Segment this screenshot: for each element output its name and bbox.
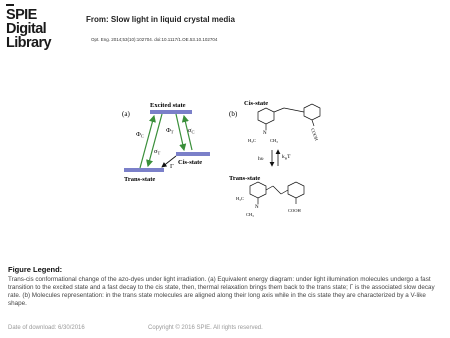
logo-line-2: Digital: [6, 21, 47, 37]
trans-state-level: [124, 168, 164, 172]
cis-state-level: [176, 152, 210, 156]
cis-h3c-label: H₃C: [248, 138, 256, 143]
b-cis-state-label: Cis-state: [244, 100, 269, 107]
figure-legend-text: Trans-cis conformational change of the azo-dyes under light irradiation. (a) Equivalent energy diagram: under light illumination molecules undergo a fast transition to the excited state and a fast decay to the cis state, then, thermal relaxation brings them back to the trans state; Γ is the associated slow decay rate. (b) Molecules representation: in the trans state molecules are aligned along their long axis while in the cis state they are characterized by a V-like shape.: [8, 276, 435, 308]
trans-h3c-label: H₃C: [236, 196, 244, 201]
trans-n-label: N: [255, 205, 259, 210]
h-nu-label: hυ: [258, 156, 264, 162]
panel-b-label: (b): [229, 110, 238, 118]
trans-ch3-label: CH₃: [246, 212, 254, 217]
excitation-arrow-trans: [140, 116, 154, 168]
source-title: From: Slow light in liquid crystal media: [86, 15, 235, 24]
figure-legend-title: Figure Legend:: [8, 265, 63, 274]
cis-cooh-label: COOH: [310, 127, 320, 142]
copyright-notice: Copyright © 2016 SPIE. All rights reserved.: [148, 325, 263, 331]
trans-molecule: [250, 182, 304, 204]
b-trans-state-label: Trans-state: [229, 175, 261, 182]
excited-state-label: Excited state: [150, 102, 186, 109]
trans-state-label: Trans-state: [124, 176, 156, 183]
cis-molecule: [258, 104, 320, 130]
cis-ch3-label: CH₃: [270, 138, 278, 143]
logo-bar: [6, 4, 14, 6]
gamma-label: Γ: [170, 163, 174, 170]
citation-link[interactable]: Opt. Eng. 2014;53(10):102704. doi:10.1117/1.OE.53.10.102704: [91, 37, 218, 42]
download-date: Date of download: 6/30/2016: [8, 325, 85, 331]
panel-a-label: (a): [122, 110, 130, 118]
sigma-t-label: $\sigma_T$: [154, 148, 161, 156]
decay-arrow-to-cis: [176, 114, 184, 150]
phi-t-label: $\Phi_T$: [166, 127, 174, 135]
cis-n-label: N: [263, 131, 267, 136]
phi-c-label: $\Phi_C$: [136, 131, 144, 139]
kt-label: $k_BT$: [282, 154, 291, 161]
logo-line-1: SPIE: [6, 7, 37, 23]
figure-image: [118, 96, 340, 260]
slow-decay-arrow: [162, 156, 176, 167]
trans-cooh-label: COOH: [288, 208, 301, 213]
logo-line-3: Library: [6, 35, 51, 51]
excited-state-level: [150, 110, 192, 114]
spie-digital-library-logo: [6, 4, 50, 50]
sigma-c-label: $\sigma_C$: [188, 127, 195, 135]
cis-state-label: Cis-state: [178, 159, 203, 166]
decay-arrow-to-trans: [148, 114, 162, 166]
